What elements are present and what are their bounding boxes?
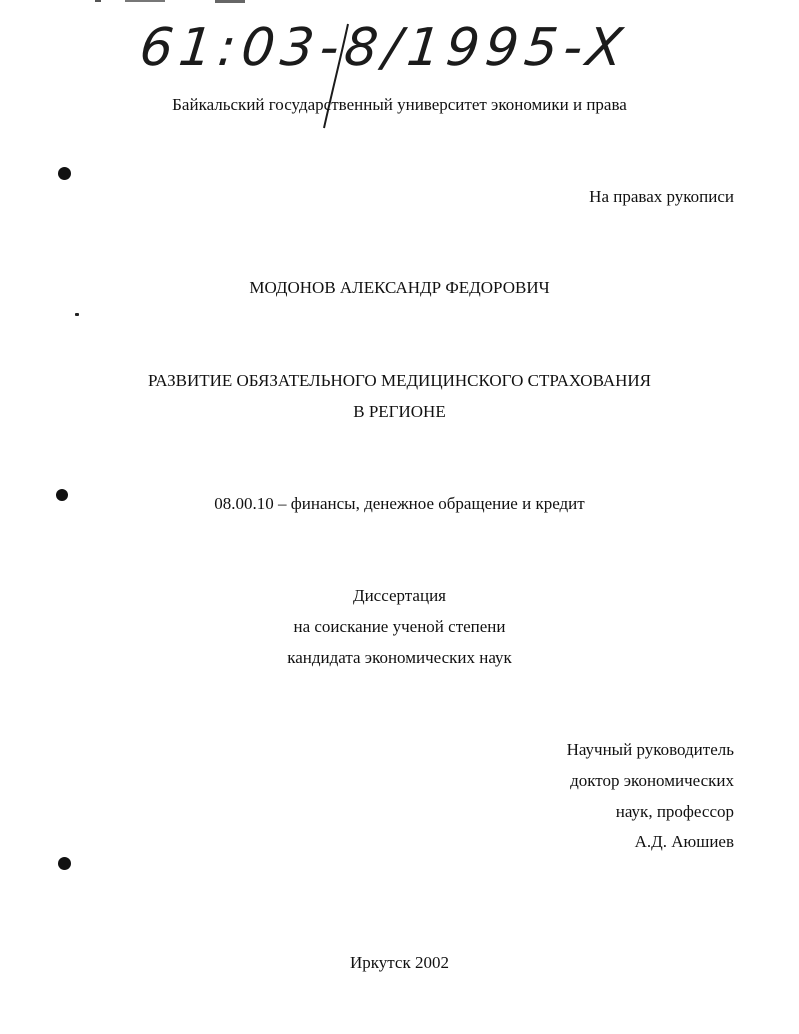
author-name: МОДОНОВ АЛЕКСАНДР ФЕДОРОВИЧ [249, 278, 550, 297]
dissertation-label: Диссертация [352, 586, 446, 605]
university-name: Байкальский государственный университет экономики и права [172, 95, 627, 114]
binding-hole-mark [58, 857, 71, 870]
degree-line: на соискание ученой степени [293, 617, 506, 636]
dissertation-title-line-1: РАЗВИТИЕ ОБЯЗАТЕЛЬНОГО МЕДИЦИНСКОГО СТРАХОВАНИЯ [147, 371, 652, 390]
manuscript-note: На правах рукописи [589, 187, 734, 206]
handwritten-archive-code: 61:03-8/1995-X [136, 18, 632, 78]
advisor-degree: доктор экономических [570, 771, 734, 790]
dissertation-title-line-2: В РЕГИОНЕ [353, 402, 446, 421]
degree-field-line: кандидата экономических наук [287, 648, 512, 667]
scan-edge-marks [95, 0, 255, 4]
advisor-title: наук, профессор [615, 802, 734, 821]
scan-speck [75, 313, 79, 316]
binding-hole-mark [58, 167, 71, 180]
advisor-role: Научный руководитель [566, 740, 734, 759]
city-year: Иркутск 2002 [350, 953, 449, 972]
advisor-name: А.Д. Аюшиев [634, 832, 734, 851]
specialty-code: 08.00.10 – финансы, денежное обращение и кредит [214, 494, 585, 513]
